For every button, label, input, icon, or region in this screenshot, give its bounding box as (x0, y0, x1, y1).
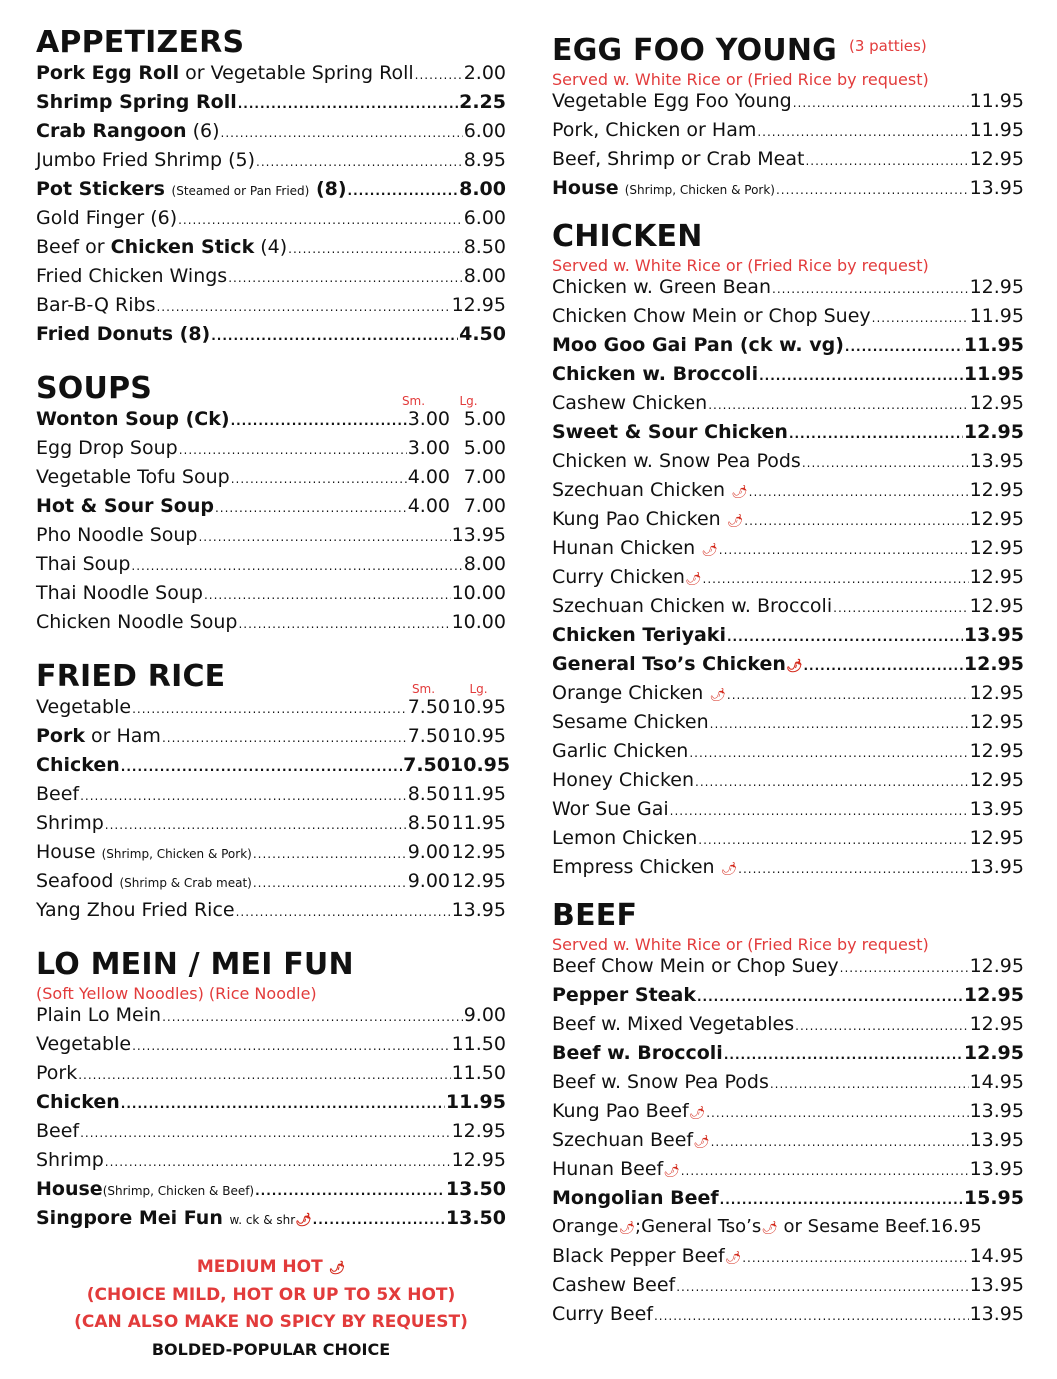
menu-item (552, 566, 1024, 595)
item-name: Chicken (36, 754, 120, 776)
item-price: 13.95 (969, 1303, 1024, 1325)
item-price: 14.95 (969, 1071, 1024, 1093)
menu-item (36, 495, 506, 524)
item-note: (Steamed or Pan Fried) (171, 184, 310, 198)
item-price: 12.95 (969, 769, 1024, 791)
chili-pepper-icon: 🌶 (761, 1221, 778, 1236)
menu-item (552, 392, 1024, 421)
item-name: General Tso’s Chicken (552, 653, 786, 675)
large-label: Lg. (469, 682, 488, 696)
item-price-large: 12.95 (451, 870, 506, 892)
egg-foo-young-note: (3 patties) (848, 37, 927, 55)
item-name-rest: or Vegetable Spring Roll (179, 62, 414, 84)
item-name: House (36, 1178, 103, 1200)
menu-item (552, 334, 1024, 363)
chicken-section (552, 216, 1024, 885)
item-price: 13.95 (969, 450, 1024, 472)
item-name: Cashew Chicken (552, 392, 708, 414)
item-price: 13.95 (451, 524, 506, 546)
menu-item (552, 682, 1024, 711)
beef-header (552, 895, 1024, 935)
item-price: 10.00 (451, 611, 506, 633)
item-price-small: 4.00 (407, 495, 450, 517)
item-note: (Shrimp & Crab meat) (119, 876, 252, 890)
item-name: Pho Noodle Soup (36, 524, 198, 546)
item-name: Mongolian Beef (552, 1187, 719, 1209)
item-price: 8.00 (463, 553, 506, 575)
chicken-title: CHICKEN (552, 219, 703, 254)
menu-item (552, 595, 1024, 624)
menu-item (36, 1062, 506, 1091)
item-name: Bar-B-Q Ribs (36, 294, 156, 316)
item-name: Vegetable (36, 1033, 132, 1055)
item-name: Shrimp (36, 1149, 104, 1171)
item-name: Empress Chicken (552, 856, 715, 878)
chili-pepper-icon: 🌶 (724, 1251, 742, 1266)
item-price: 9.00 (463, 1004, 506, 1026)
item-price: 12.95 (451, 1149, 506, 1171)
item-name: Beef Chow Mein or Chop Suey (552, 955, 839, 977)
chili-pepper-icon: 🌶 (693, 1135, 710, 1150)
menu-item (36, 265, 506, 294)
item-name-rest: or Ham (84, 725, 161, 747)
item-note: w. ck & shr (229, 1213, 296, 1227)
menu-item (552, 363, 1024, 392)
legend-bold-note: BOLDED-POPULAR CHOICE (151, 1340, 391, 1359)
menu-item (36, 783, 506, 812)
item-name: Beef, Shrimp or Crab Meat (552, 148, 805, 170)
menu-item (36, 91, 506, 120)
menu-item (36, 207, 506, 236)
item-price: 6.00 (463, 207, 506, 229)
beef-title: BEEF (552, 898, 638, 933)
item-price: 13.95 (969, 798, 1024, 820)
item-price: 11.95 (963, 334, 1024, 356)
item-price: 16.95 (930, 1216, 982, 1237)
chili-pepper-icon: 🌶 (688, 1106, 706, 1121)
menu-item (552, 119, 1024, 148)
item-price: 11.50 (451, 1062, 506, 1084)
item-name: Szechuan Beef (552, 1129, 694, 1151)
item-price-large: 7.00 (463, 466, 506, 488)
item-price-large: 10.95 (450, 754, 511, 776)
item-name: Hunan Chicken (552, 537, 696, 559)
item-price: 11.95 (445, 1091, 506, 1113)
item-price-large: 5.00 (463, 408, 506, 430)
menu-item (36, 466, 506, 495)
menu-item (552, 711, 1024, 740)
item-price-small: 8.50 (407, 812, 450, 834)
item-name: Sesame Chicken (552, 711, 709, 733)
item-name: Vegetable (36, 696, 132, 718)
item-price: 12.95 (969, 148, 1024, 170)
menu-item (36, 62, 506, 91)
item-name: Garlic Chicken (552, 740, 689, 762)
item-name: Lemon Chicken (552, 827, 698, 849)
item-name: Orange Chicken (552, 682, 704, 704)
item-name: Vegetable Egg Foo Young (552, 90, 792, 112)
item-name-mid: General Tso’s (641, 1216, 762, 1237)
item-name: Curry Chicken (552, 566, 685, 588)
item-name: Seafood (36, 870, 114, 892)
legend-line (36, 1254, 506, 1282)
chili-pepper-icon: 🌶 (720, 862, 738, 877)
menu-item (36, 294, 506, 323)
item-name-rest: (4) (254, 236, 288, 258)
item-price: 13.50 (445, 1207, 506, 1229)
menu-item (36, 899, 506, 928)
chicken-subtitle: Served w. White Rice or (Fried Rice by request) (552, 256, 929, 275)
item-price-small: 4.00 (407, 466, 450, 488)
menu-item (552, 624, 1024, 653)
beef-subtitle: Served w. White Rice or (Fried Rice by request) (552, 935, 929, 954)
item-price-large: 7.00 (463, 495, 506, 517)
menu-item (36, 841, 506, 870)
fried-rice-title: FRIED RICE (36, 659, 226, 694)
item-name: House (36, 841, 96, 863)
menu-item (552, 1129, 1024, 1158)
right-column (552, 30, 1024, 1348)
item-price: 13.95 (969, 1158, 1024, 1180)
menu-item (552, 1100, 1024, 1129)
chili-pepper-icon: 🌶 (701, 543, 718, 558)
item-price: 8.50 (463, 236, 506, 258)
menu-item (36, 1149, 506, 1178)
item-price-large: 11.95 (451, 783, 506, 805)
menu-item (36, 1033, 506, 1062)
item-name: Chicken Noodle Soup (36, 611, 238, 633)
item-price: 13.95 (969, 1274, 1024, 1296)
menu-item (552, 1158, 1024, 1187)
menu-item (552, 1274, 1024, 1303)
soups-title: SOUPS (36, 371, 153, 406)
item-price: 13.95 (963, 624, 1024, 646)
item-name: Pork (36, 725, 85, 747)
menu-item (36, 524, 506, 553)
menu-item (36, 812, 506, 841)
egg-foo-young-section (552, 30, 1024, 206)
appetizers-header (36, 22, 506, 62)
lo-mein-title: LO MEIN / MEI FUN (36, 947, 354, 982)
appetizers-section (36, 22, 506, 352)
item-name: Hunan Beef (552, 1158, 664, 1180)
item-price: 12.95 (451, 294, 506, 316)
item-price: 8.95 (463, 149, 506, 171)
fried-rice-section (36, 656, 511, 928)
item-name: Shrimp (36, 812, 104, 834)
item-price-large: 10.95 (451, 725, 506, 747)
item-name: Chicken w. Broccoli (552, 363, 759, 385)
item-name: Singpore Mei Fun (36, 1207, 223, 1229)
item-price-small: 3.00 (407, 408, 450, 430)
item-name: Chicken w. Snow Pea Pods (552, 450, 801, 472)
item-name: Beef (36, 1120, 80, 1142)
menu-item (552, 856, 1024, 885)
menu-item (552, 1013, 1024, 1042)
chicken-header (552, 216, 1024, 256)
item-price: 12.95 (969, 276, 1024, 298)
item-name: Cashew Beef (552, 1274, 676, 1296)
item-price: 8.00 (463, 265, 506, 287)
item-price: 12.95 (963, 421, 1024, 443)
egg-foo-young-header (552, 30, 1024, 70)
menu-item (36, 754, 511, 783)
menu-item (36, 870, 506, 899)
item-name: Black Pepper Beef (552, 1245, 725, 1267)
item-price: 12.95 (969, 711, 1024, 733)
size-labels (401, 682, 511, 696)
menu-item (552, 955, 1024, 984)
size-labels (391, 394, 501, 408)
item-name: Beef w. Broccoli (552, 1042, 723, 1064)
item-price-small: 7.50 (407, 696, 450, 718)
item-name-rest: (6) (186, 120, 220, 142)
item-price-large: 12.95 (451, 841, 506, 863)
item-name-bold: Chicken Stick (110, 236, 255, 258)
item-name: Pork, Chicken or Ham (552, 119, 757, 141)
item-name: Beef w. Mixed Vegetables (552, 1013, 795, 1035)
item-price: 12.95 (969, 955, 1024, 977)
appetizers-title: APPETIZERS (36, 25, 245, 60)
item-price: 14.95 (969, 1245, 1024, 1267)
menu-item (36, 611, 506, 640)
item-price-small: 8.50 (407, 783, 450, 805)
item-price-small: 7.50 (407, 725, 450, 747)
menu-item (552, 984, 1024, 1013)
item-name: Fried Chicken Wings (36, 265, 228, 287)
item-price-small: 9.00 (407, 841, 450, 863)
item-note: (Shrimp, Chicken & Pork) (624, 183, 775, 197)
menu-item (36, 1004, 506, 1033)
menu-item (552, 305, 1024, 334)
chili-pepper-icon: 🌶 (785, 659, 803, 674)
menu-item (552, 450, 1024, 479)
item-price: 12.95 (969, 479, 1024, 501)
item-name: Wonton Soup (Ck) (36, 408, 230, 430)
item-price: 11.95 (969, 90, 1024, 112)
item-price-small: 7.50 (403, 754, 450, 776)
large-label: Lg. (459, 394, 478, 408)
item-price: 12.95 (969, 508, 1024, 530)
chili-pepper-icon: 🌶 (328, 1261, 346, 1276)
item-price-large: 5.00 (463, 437, 506, 459)
item-price-large: 10.95 (451, 696, 506, 718)
item-name: Beef w. Snow Pea Pods (552, 1071, 769, 1093)
item-name: Plain Lo Mein (36, 1004, 162, 1026)
item-name: Crab Rangoon (36, 120, 187, 142)
menu-item (552, 827, 1024, 856)
menu-item (36, 149, 506, 178)
item-name: Chicken Chow Mein or Chop Suey (552, 305, 871, 327)
item-name: House (552, 177, 619, 199)
beef-section (552, 895, 1024, 1332)
left-column (36, 22, 511, 1363)
item-price: 12.95 (969, 392, 1024, 414)
small-label: Sm. (411, 682, 436, 696)
item-price: 12.95 (963, 653, 1024, 675)
item-name: Yang Zhou Fried Rice (36, 899, 235, 921)
item-name: Beef or (36, 236, 105, 258)
menu-item (552, 421, 1024, 450)
lo-mein-header (36, 944, 506, 984)
chili-pepper-icon: 🌶 (663, 1164, 680, 1179)
item-name: Thai Noodle Soup (36, 582, 203, 604)
fried-rice-header (36, 656, 506, 696)
item-price: 12.95 (969, 827, 1024, 849)
item-name: Orange (552, 1216, 619, 1237)
item-price: 12.95 (969, 537, 1024, 559)
legend-medium-hot: MEDIUM HOT (196, 1257, 323, 1277)
item-name: Sweet & Sour Chicken (552, 421, 788, 443)
menu-item (552, 1303, 1024, 1332)
item-name: Egg Drop Soup (36, 437, 178, 459)
item-name-rest: or Sesame Beef. (777, 1216, 931, 1237)
item-price: 13.95 (969, 1129, 1024, 1151)
item-price-small: 3.00 (407, 437, 450, 459)
item-name: Szechuan Chicken (552, 479, 726, 501)
menu-item (36, 1207, 506, 1236)
item-price: 13.50 (445, 1178, 506, 1200)
chili-pepper-icon: 🌶 (684, 572, 702, 587)
menu-item (36, 696, 506, 725)
item-name: Jumbo Fried Shrimp (5) (36, 149, 256, 171)
item-price: 2.25 (459, 91, 506, 113)
menu-item (552, 740, 1024, 769)
item-name: Hot & Sour Soup (36, 495, 214, 517)
item-note: (Shrimp, Chicken & Pork) (101, 847, 252, 861)
menu-item (36, 408, 506, 437)
item-name: Wor Sue Gai (552, 798, 669, 820)
item-name: Kung Pao Chicken (552, 508, 721, 530)
chili-pepper-icon: 🌶 (709, 688, 726, 703)
item-price: 12.95 (969, 740, 1024, 762)
item-price: 12.95 (969, 1013, 1024, 1035)
menu-item (36, 236, 506, 265)
menu-item (36, 1178, 506, 1207)
item-name: Chicken w. Green Bean (552, 276, 771, 298)
item-name: Moo Goo Gai Pan (ck w. vg) (552, 334, 844, 356)
item-price-small: 9.00 (407, 870, 450, 892)
item-name: Shrimp Spring Roll (36, 91, 237, 113)
soups-section (36, 368, 506, 640)
item-price: 12.95 (451, 1120, 506, 1142)
menu-item (552, 276, 1024, 305)
small-label: Sm. (401, 394, 426, 408)
item-price: 13.95 (969, 1100, 1024, 1122)
item-name: Pot Stickers (36, 178, 165, 200)
lo-mein-subtitle: (Soft Yellow Noodles) (Rice Noodle) (36, 984, 317, 1003)
item-name: Vegetable Tofu Soup (36, 466, 230, 488)
menu-item (552, 537, 1024, 566)
item-price: 12.95 (969, 682, 1024, 704)
menu-item (552, 653, 1024, 682)
item-price: 12.95 (963, 984, 1024, 1006)
menu-item (36, 178, 506, 207)
item-name: Pork Egg Roll (36, 62, 180, 84)
item-price: 4.50 (459, 323, 506, 345)
chili-pepper-icon: 🌶 (726, 514, 744, 529)
spice-legend (36, 1254, 506, 1363)
item-name: Pepper Steak (552, 984, 696, 1006)
item-price: 11.50 (451, 1033, 506, 1055)
menu-item (36, 725, 506, 754)
chili-pepper-icon: 🌶 (618, 1221, 636, 1236)
menu-item (552, 508, 1024, 537)
menu-item (552, 177, 1024, 206)
item-price: 15.95 (963, 1187, 1024, 1209)
menu-item (36, 437, 506, 466)
item-price: 12.95 (969, 595, 1024, 617)
item-price-large: 11.95 (451, 812, 506, 834)
menu-item (552, 1245, 1024, 1274)
item-price: 11.95 (969, 305, 1024, 327)
item-price: 6.00 (463, 120, 506, 142)
egg-foo-young-subtitle: Served w. White Rice or (Fried Rice by request) (552, 70, 929, 89)
menu-item (552, 1187, 1024, 1216)
item-note: (Shrimp, Chicken & Beef) (102, 1184, 255, 1198)
item-name: Thai Soup (36, 553, 131, 575)
item-price: 13.95 (451, 899, 506, 921)
item-name: Szechuan Chicken w. Broccoli (552, 595, 833, 617)
lo-mein-section (36, 944, 506, 1236)
item-price: 11.95 (963, 363, 1024, 385)
menu-item: Orange🌶;General Tso’s🌶 or Sesame Beef. 16.95 (552, 1216, 982, 1237)
item-price: 12.95 (969, 566, 1024, 588)
menu-item (552, 479, 1024, 508)
menu-item (36, 553, 506, 582)
legend-line: (CAN ALSO MAKE NO SPICY BY REQUEST) (74, 1312, 468, 1332)
item-name: Gold Finger (6) (36, 207, 178, 229)
chili-pepper-icon: 🌶 (295, 1213, 312, 1228)
item-price: 12.95 (963, 1042, 1024, 1064)
item-price: 11.95 (969, 119, 1024, 141)
item-name: Chicken Teriyaki (552, 624, 726, 646)
item-name: Honey Chicken (552, 769, 695, 791)
menu-item (552, 90, 1024, 119)
menu-item (36, 323, 506, 352)
legend-line: (CHOICE MILD, HOT OR UP TO 5X HOT) (86, 1285, 456, 1305)
egg-foo-young-title: EGG FOO YOUNG (552, 33, 837, 68)
soups-header (36, 368, 506, 408)
item-name: Chicken (36, 1091, 120, 1113)
menu-item (36, 1091, 506, 1120)
item-price: 13.95 (969, 856, 1024, 878)
menu-item (552, 798, 1024, 827)
menu-item (552, 769, 1024, 798)
item-name-rest: (8) (309, 178, 347, 200)
item-name: Fried Donuts (8) (36, 323, 211, 345)
item-price: 8.00 (459, 178, 506, 200)
chili-pepper-icon: 🌶 (731, 485, 748, 500)
item-name: Beef (36, 783, 80, 805)
item-price: 13.95 (969, 177, 1024, 199)
menu-item (36, 120, 506, 149)
menu-item (36, 582, 506, 611)
item-name: Kung Pao Beef (552, 1100, 689, 1122)
item-price: 2.00 (463, 62, 506, 84)
item-name: Curry Beef (552, 1303, 653, 1325)
menu-item (552, 1071, 1024, 1100)
menu-item (552, 148, 1024, 177)
menu-item (36, 1120, 506, 1149)
item-name: Pork (36, 1062, 78, 1084)
item-price: 10.00 (451, 582, 506, 604)
menu-item (552, 1042, 1024, 1071)
